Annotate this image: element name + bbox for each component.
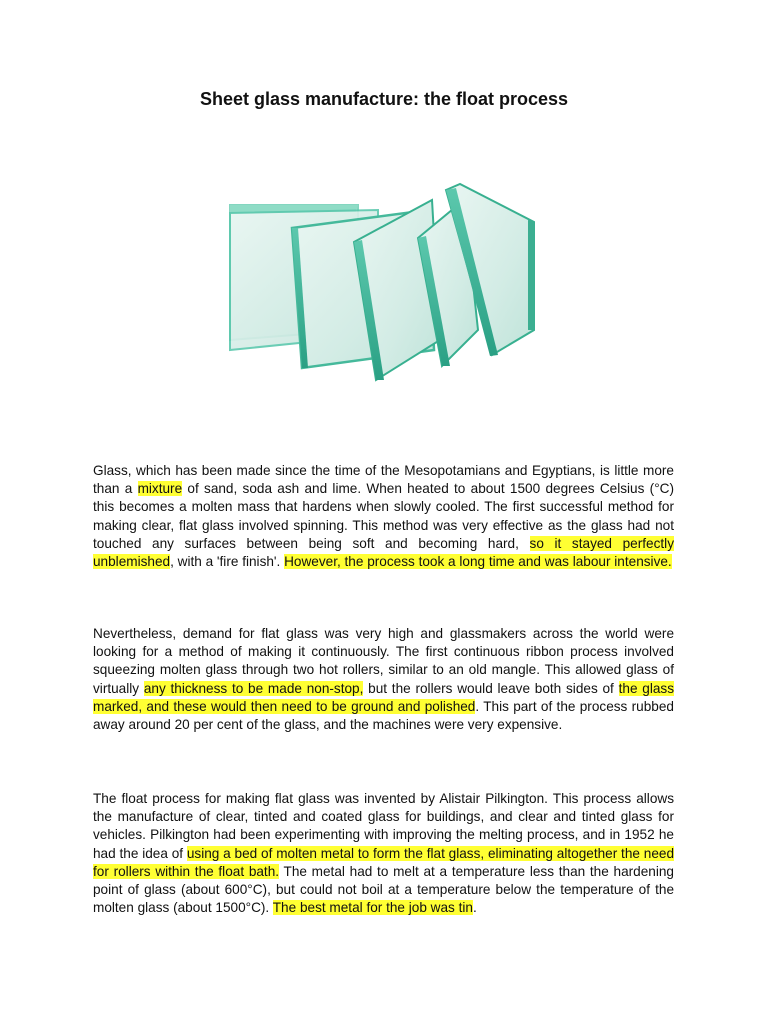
text-segment: of sand, soda ash and lime. When heated to about 1500 degrees Celsius (°C) this becomes a molten mass that hardens when slowly cooled. The first successful method for making clear, flat glass involved spinning. This method was very effective as the glass had not touched any surfaces between being soft and becoming hard,: [93, 481, 674, 551]
text-segment: The float process for making flat glass was invented by Alistair Pilkington. This process allows the manufacture of clear, tinted and coated glass for buildings, and clear and tinted glass for vehicles. Pilkington had been experimenting with improving the melting process, and in 1952 he had the idea of: [93, 791, 674, 861]
text-segment: Nevertheless, demand for flat glass was very high and glassmakers across the world were looking for a method of making it continuously. The first continuous ribbon process involved squeezing molten glass through two hot rollers, similar to an old mangle. This allowed glass of virtually: [93, 626, 674, 696]
highlighted-text: so it stayed perfectly unblemished: [93, 535, 674, 570]
text-segment: Glass, which has been made since the time of the Mesopotamians and Egyptians, is little more than a: [93, 463, 674, 497]
glass-sheets-image: [228, 180, 538, 385]
page-title: Sheet glass manufacture: the float process: [199, 89, 569, 109]
paragraph-3: [93, 790, 674, 917]
highlighted-text: the glass marked, and these would then need to be ground and polished: [93, 680, 675, 714]
highlighted-text: any thickness to be made non-stop,: [143, 680, 364, 696]
highlighted-text: The best metal for the job was tin: [272, 900, 473, 916]
highlighted-text: mixture: [137, 481, 183, 497]
glass-sheets-illustration: [228, 180, 538, 385]
text-segment: , with a 'fire finish'.: [170, 554, 285, 570]
text-segment: The metal had to melt at a temperature less than the hardening point of glass (about 600°C), but could not boil at a temperature below the temperature of the molten glass (about 1500°C).: [93, 863, 674, 916]
text-segment: but the rollers would leave both sides of: [363, 680, 619, 696]
text-segment: .: [472, 900, 477, 916]
text-segment: . This part of the process rubbed away around 20 per cent of the glass, and the machines were very expensive.: [93, 698, 674, 733]
paragraph-2: [93, 625, 674, 734]
paragraph-1: [93, 462, 674, 571]
highlighted-text: using a bed of molten metal to form the flat glass, eliminating altogether the need for rollers within the float bath.: [93, 845, 675, 879]
highlighted-text: However, the process took a long time and was labour intensive.: [284, 554, 672, 570]
